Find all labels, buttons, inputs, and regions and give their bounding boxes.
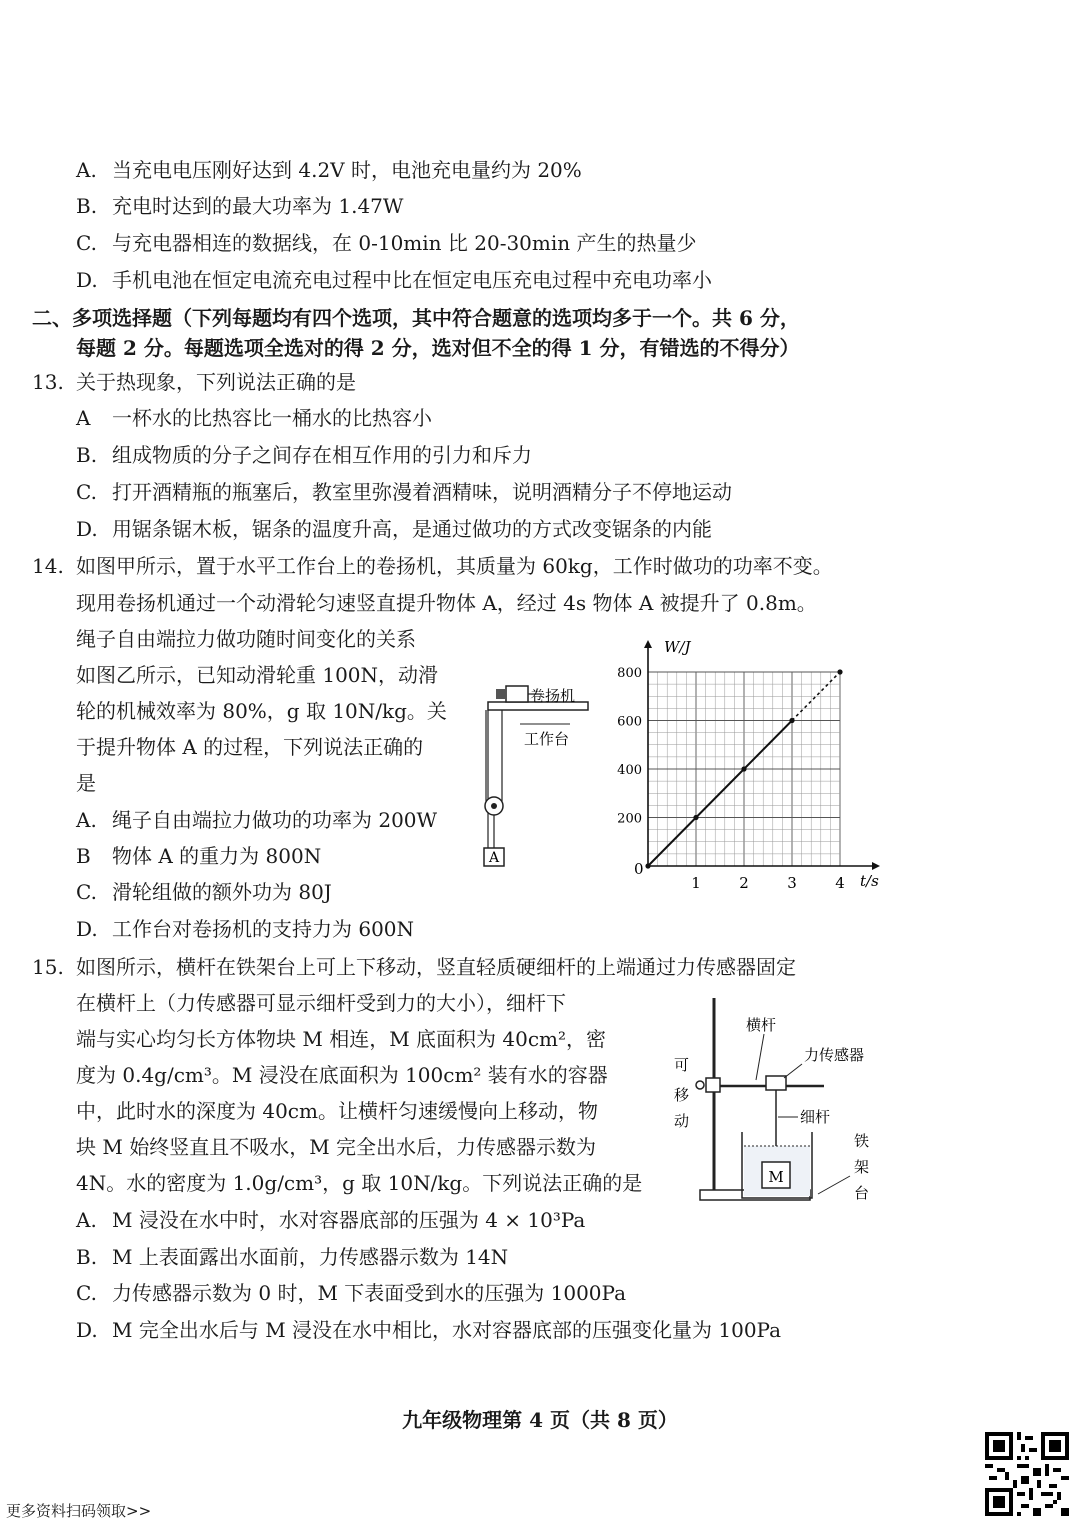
x-axis-arrow <box>872 862 880 870</box>
q14-option-b: B 物体 A 的重力为 800N <box>76 844 322 868</box>
data-point <box>645 863 650 868</box>
x-tick-label: 4 <box>835 874 845 890</box>
q14-stem-line1: 14. 如图甲所示，置于水平工作台上的卷扬机，其质量为 60kg，工作时做功的功率不变。 <box>32 554 833 578</box>
section-2-header-line2: 每题 2 分。每题选项全选对的得 2 分，选对但不全的得 1 分，有错选的不得分） <box>76 336 800 360</box>
q15-option-d: D. M 完全出水后与 M 浸没在水中相比，水对容器底部的压强变化量为 100Pa <box>76 1318 782 1342</box>
table-label: 工作台 <box>524 730 570 748</box>
clamp <box>706 1078 720 1092</box>
sensor-label: 力传感器 <box>804 1046 865 1064</box>
x-tick-label: 2 <box>739 874 749 890</box>
movable-label-1: 可 <box>674 1056 690 1074</box>
y-axis-arrow <box>644 640 652 648</box>
promo-text[interactable]: 更多资料扫码领取>> <box>6 1502 152 1520</box>
q14-stem-line4: 如图乙所示，已知动滑轮重 100N，动滑 <box>76 663 439 687</box>
q14-stem-line6: 于提升物体 A 的过程，下列说法正确的 <box>76 735 424 759</box>
x-axis-label: t/s <box>860 872 879 890</box>
section-2-header-line1: 二、多项选择题（下列每题均有四个选项，其中符合题意的选项均多于一个。共 6 分， <box>32 306 800 330</box>
q12-option-c: C. 与充电器相连的数据线，在 0-10min 比 20-30min 产生的热量少 <box>76 231 697 255</box>
page-footer: 九年级物理第 4 页（共 8 页） <box>402 1408 678 1432</box>
data-point <box>741 766 746 771</box>
stand-label-3: 台 <box>854 1184 870 1202</box>
q15-stem-line7: 4N。水的密度为 1.0g/cm³，g 取 10N/kg。下列说法正确的是 <box>76 1171 643 1195</box>
q15-option-b: B. M 上表面露出水面前，力传感器示数为 14N <box>76 1245 509 1269</box>
q13-option-d: D. 用锯条锯木板，锯条的温度升高，是通过做功的方式改变锯条的内能 <box>76 517 712 541</box>
y-axis-label: W/J <box>664 638 691 656</box>
winch-pulley-diagram <box>470 680 600 870</box>
q14-stem-line3: 绳子自由端拉力做功随时间变化的关系 <box>76 627 416 651</box>
movable-label-3: 动 <box>674 1112 690 1130</box>
data-point <box>693 815 698 820</box>
data-point <box>837 669 842 674</box>
force-sensor <box>766 1076 786 1090</box>
q12-option-a: A. 当充电电压刚好达到 4.2V 时，电池充电量约为 20% <box>76 158 582 182</box>
winch-body <box>506 686 528 702</box>
winch-drum <box>496 689 506 699</box>
q15-option-a: A. M 浸没在水中时，水对容器底部的压强为 4 × 10³Pa <box>76 1208 586 1232</box>
q15-stem-line2: 在横杆上（力传感器可显示细杆受到力的大小），细杆下 <box>76 991 566 1015</box>
q14-stem-line5: 轮的机械效率为 80%，g 取 10N/kg。关 <box>76 699 447 723</box>
winch-label: 卷扬机 <box>530 687 576 705</box>
movable-label-2: 移 <box>674 1086 690 1104</box>
q13-option-b: B. 组成物质的分子之间存在相互作用的引力和斥力 <box>76 443 532 467</box>
stand-label-2: 架 <box>854 1158 870 1176</box>
qr-code-icon[interactable] <box>985 1432 1069 1516</box>
q14-option-c: C. 滑轮组做的额外功为 80J <box>76 880 332 904</box>
block-m-label: M <box>768 1168 784 1186</box>
data-point <box>789 718 794 723</box>
q14-stem-line2: 现用卷扬机通过一个动滑轮匀速竖直提升物体 A，经过 4s 物体 A 被提升了 0.8m。 <box>76 591 817 615</box>
q13-option-a: A 一杯水的比热容比一桶水的比热容小 <box>76 406 432 430</box>
q15-stem-line1: 15. 如图所示，横杆在铁架台上可上下移动，竖直轻质硬细杆的上端通过力传感器固定 <box>32 955 796 979</box>
rod-label: 细杆 <box>800 1108 831 1126</box>
q14-option-a: A. 绳子自由端拉力做功的功率为 200W <box>76 808 438 832</box>
q14-option-d: D. 工作台对卷扬机的支持力为 600N <box>76 917 415 941</box>
q15-stem-line5: 中，此时水的深度为 40cm。让横杆匀速缓慢向上移动，物 <box>76 1099 598 1123</box>
crossbar-label: 横杆 <box>746 1016 777 1034</box>
y-tick-label: 400 <box>617 763 642 778</box>
stand-label-1: 铁 <box>854 1132 870 1150</box>
q13-stem: 13. 关于热现象，下列说法正确的是 <box>32 370 356 394</box>
q15-option-c: C. 力传感器示数为 0 时，M 下表面受到水的压强为 1000Pa <box>76 1281 627 1305</box>
iron-stand-diagram <box>664 990 894 1220</box>
y-tick-label: 600 <box>617 714 642 730</box>
origin-label: 0 <box>634 860 644 878</box>
object-a-label: A <box>488 850 500 866</box>
q14-stem-line7: 是 <box>76 771 96 795</box>
y-tick-label: 800 <box>617 666 642 681</box>
q15-stem-line3: 端与实心均匀长方体物块 M 相连，M 底面积为 40cm²，密 <box>76 1027 607 1051</box>
x-tick-label: 3 <box>787 874 797 890</box>
work-time-chart <box>612 632 892 890</box>
q13-option-c: C. 打开酒精瓶的瓶塞后，教室里弥漫着酒精味，说明酒精分子不停地运动 <box>76 480 732 504</box>
q12-option-b: B. 充电时达到的最大功率为 1.47W <box>76 194 404 218</box>
x-tick-label: 1 <box>691 874 701 890</box>
q12-option-d: D. 手机电池在恒定电流充电过程中比在恒定电压充电过程中充电功率小 <box>76 268 712 292</box>
q15-stem-line6: 块 M 始终竖直且不吸水，M 完全出水后，力传感器示数为 <box>76 1135 597 1159</box>
y-tick-label: 200 <box>617 811 642 827</box>
q15-stem-line4: 度为 0.4g/cm³。M 浸没在底面积为 100cm² 装有水的容器 <box>76 1063 608 1087</box>
